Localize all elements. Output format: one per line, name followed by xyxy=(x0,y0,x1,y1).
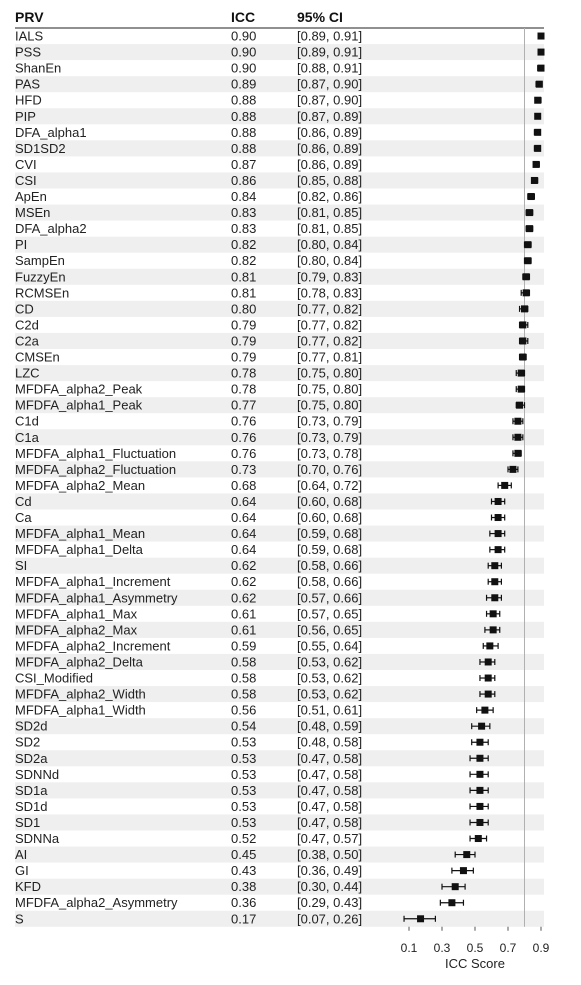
row-ci: [0.73, 0.78] xyxy=(297,445,363,461)
row-stripe xyxy=(15,172,544,188)
row-name: C2d xyxy=(15,317,39,333)
row-ci: [0.60, 0.68] xyxy=(297,510,363,526)
row-icc: 0.53 xyxy=(231,782,257,798)
row-ci: [0.59, 0.68] xyxy=(297,526,363,542)
icc-point xyxy=(531,177,538,184)
icc-point xyxy=(519,321,526,328)
row-icc: 0.17 xyxy=(231,911,257,927)
row-ci: [0.81, 0.85] xyxy=(297,205,363,221)
row-stripe xyxy=(15,237,544,253)
row-ci: [0.53, 0.62] xyxy=(297,670,363,686)
icc-point xyxy=(528,193,535,200)
row-icc: 0.88 xyxy=(231,140,257,156)
row-icc: 0.61 xyxy=(231,606,257,622)
row-ci: [0.77, 0.82] xyxy=(297,317,363,333)
row-name: PI xyxy=(15,237,28,253)
icc-point xyxy=(516,402,523,409)
row-icc: 0.58 xyxy=(231,686,257,702)
row-name: MFDFA_alpha2_Peak xyxy=(15,381,143,397)
row-ci: [0.89, 0.91] xyxy=(297,28,363,44)
row-stripe xyxy=(15,782,544,798)
icc-point xyxy=(417,915,424,922)
row-ci: [0.75, 0.80] xyxy=(297,365,363,381)
icc-point xyxy=(519,337,526,344)
icc-point xyxy=(536,81,543,88)
row-stripe xyxy=(15,814,544,830)
row-icc: 0.43 xyxy=(231,863,257,879)
row-icc: 0.83 xyxy=(231,221,257,237)
icc-point xyxy=(476,787,483,794)
row-name: FuzzyEn xyxy=(15,269,66,285)
row-icc: 0.77 xyxy=(231,397,257,413)
row-name: SDNNa xyxy=(15,831,60,847)
icc-point xyxy=(514,434,521,441)
row-ci: [0.53, 0.62] xyxy=(297,654,363,670)
icc-point xyxy=(486,642,493,649)
row-ci: [0.47, 0.58] xyxy=(297,814,363,830)
x-tick-label: 0.1 xyxy=(400,941,418,955)
row-ci: [0.57, 0.66] xyxy=(297,590,363,606)
row-icc: 0.81 xyxy=(231,285,257,301)
row-name: MFDFA_alpha2_Fluctuation xyxy=(15,461,177,477)
row-name: SDNNd xyxy=(15,766,60,782)
icc-point xyxy=(491,562,498,569)
x-tick-label: 0.3 xyxy=(433,941,451,955)
row-ci: [0.78, 0.83] xyxy=(297,285,363,301)
icc-point xyxy=(485,691,492,698)
row-name: MFDFA_alpha2_Mean xyxy=(15,477,146,493)
icc-point xyxy=(538,33,545,40)
row-name: SD1a xyxy=(15,782,48,798)
row-icc: 0.64 xyxy=(231,526,257,542)
row-name: PAS xyxy=(15,76,41,92)
row-ci: [0.30, 0.44] xyxy=(297,879,363,895)
row-name: MFDFA_alpha1_Max xyxy=(15,606,138,622)
row-name: MFDFA_alpha1_Delta xyxy=(15,542,143,558)
icc-point xyxy=(495,498,502,505)
icc-point xyxy=(501,482,508,489)
row-icc: 0.64 xyxy=(231,510,257,526)
row-name: C1d xyxy=(15,413,39,429)
row-name: C2a xyxy=(15,333,39,349)
row-ci: [0.60, 0.68] xyxy=(297,493,363,509)
row-ci: [0.73, 0.79] xyxy=(297,429,363,445)
header-prv: PRV xyxy=(15,9,44,25)
row-name: GI xyxy=(15,863,29,879)
icc-point xyxy=(523,273,530,280)
icc-point xyxy=(476,739,483,746)
row-stripe xyxy=(15,205,544,221)
row-ci: [0.29, 0.43] xyxy=(297,895,363,911)
row-icc: 0.53 xyxy=(231,798,257,814)
icc-point xyxy=(533,161,540,168)
row-icc: 0.88 xyxy=(231,124,257,140)
row-name: SD2d xyxy=(15,718,48,734)
header-icc: ICC xyxy=(231,9,256,25)
row-stripe xyxy=(15,301,544,317)
row-name: SampEn xyxy=(15,253,65,269)
row-name: KFD xyxy=(15,879,41,895)
row-icc: 0.56 xyxy=(231,702,257,718)
row-ci: [0.86, 0.89] xyxy=(297,124,363,140)
row-ci: [0.58, 0.66] xyxy=(297,574,363,590)
row-name: MFDFA_alpha2_Delta xyxy=(15,654,143,670)
icc-point xyxy=(448,899,455,906)
row-name: AI xyxy=(15,847,28,863)
row-name: MFDFA_alpha2_Asymmetry xyxy=(15,895,178,911)
icc-point xyxy=(534,145,541,152)
row-name: SD1SD2 xyxy=(15,140,66,156)
row-ci: [0.81, 0.85] xyxy=(297,221,363,237)
row-name: CVI xyxy=(15,156,37,172)
row-ci: [0.86, 0.89] xyxy=(297,140,363,156)
row-icc: 0.61 xyxy=(231,622,257,638)
row-stripe xyxy=(15,269,544,285)
icc-point xyxy=(463,851,470,858)
icc-point xyxy=(476,819,483,826)
row-icc: 0.59 xyxy=(231,638,257,654)
row-ci: [0.79, 0.83] xyxy=(297,269,363,285)
row-name: LZC xyxy=(15,365,40,381)
row-name: CMSEn xyxy=(15,349,60,365)
icc-point xyxy=(534,129,541,136)
row-ci: [0.36, 0.49] xyxy=(297,863,363,879)
row-name: PIP xyxy=(15,108,36,124)
icc-point xyxy=(475,835,482,842)
row-ci: [0.47, 0.58] xyxy=(297,782,363,798)
row-icc: 0.89 xyxy=(231,76,257,92)
row-ci: [0.77, 0.82] xyxy=(297,301,363,317)
row-icc: 0.76 xyxy=(231,413,257,429)
row-name: MFDFA_alpha2_Max xyxy=(15,622,138,638)
row-icc: 0.90 xyxy=(231,28,257,44)
row-ci: [0.64, 0.72] xyxy=(297,477,363,493)
row-name: MFDFA_alpha1_Mean xyxy=(15,526,146,542)
icc-point xyxy=(514,418,521,425)
row-name: ApEn xyxy=(15,189,47,205)
icc-point xyxy=(490,610,497,617)
icc-point xyxy=(514,450,521,457)
icc-point xyxy=(476,755,483,762)
row-icc: 0.88 xyxy=(231,108,257,124)
row-name: MFDFA_alpha1_Width xyxy=(15,702,146,718)
row-stripe xyxy=(15,333,544,349)
row-name: MFDFA_alpha1_Increment xyxy=(15,574,171,590)
row-name: MFDFA_alpha1_Peak xyxy=(15,397,143,413)
row-icc: 0.58 xyxy=(231,654,257,670)
x-tick-label: 0.5 xyxy=(466,941,484,955)
icc-point xyxy=(495,546,502,553)
row-name: DFA_alpha1 xyxy=(15,124,87,140)
row-ci: [0.85, 0.88] xyxy=(297,172,363,188)
icc-point xyxy=(524,241,531,248)
row-icc: 0.90 xyxy=(231,44,257,60)
icc-point xyxy=(485,675,492,682)
icc-point xyxy=(481,707,488,714)
row-icc: 0.79 xyxy=(231,349,257,365)
row-ci: [0.89, 0.91] xyxy=(297,44,363,60)
row-stripe xyxy=(15,108,544,124)
icc-point xyxy=(509,466,516,473)
icc-point xyxy=(485,658,492,665)
icc-point xyxy=(460,867,467,874)
row-stripe xyxy=(15,44,544,60)
row-icc: 0.36 xyxy=(231,895,257,911)
row-icc: 0.53 xyxy=(231,734,257,750)
row-icc: 0.78 xyxy=(231,365,257,381)
row-ci: [0.77, 0.81] xyxy=(297,349,363,365)
row-name: MSEn xyxy=(15,205,51,221)
row-ci: [0.47, 0.58] xyxy=(297,750,363,766)
row-ci: [0.53, 0.62] xyxy=(297,686,363,702)
x-tick-label: 0.7 xyxy=(499,941,517,955)
icc-point xyxy=(538,65,545,72)
icc-point xyxy=(452,883,459,890)
row-name: MFDFA_alpha1_Fluctuation xyxy=(15,445,177,461)
row-icc: 0.38 xyxy=(231,879,257,895)
row-icc: 0.79 xyxy=(231,333,257,349)
row-ci: [0.58, 0.66] xyxy=(297,558,363,574)
row-ci: [0.59, 0.68] xyxy=(297,542,363,558)
row-ci: [0.88, 0.91] xyxy=(297,60,363,76)
row-icc: 0.62 xyxy=(231,558,257,574)
row-stripe xyxy=(15,76,544,92)
row-ci: [0.77, 0.82] xyxy=(297,333,363,349)
row-ci: [0.82, 0.86] xyxy=(297,189,363,205)
icc-point xyxy=(534,113,541,120)
x-axis-label: ICC Score xyxy=(445,956,505,971)
icc-point xyxy=(519,354,526,361)
row-name: S xyxy=(15,911,24,927)
row-ci: [0.38, 0.50] xyxy=(297,847,363,863)
row-name: IALS xyxy=(15,28,44,44)
row-stripe xyxy=(15,911,544,927)
icc-point xyxy=(491,578,498,585)
row-icc: 0.73 xyxy=(231,461,257,477)
row-ci: [0.73, 0.79] xyxy=(297,413,363,429)
row-icc: 0.52 xyxy=(231,831,257,847)
row-icc: 0.87 xyxy=(231,156,257,172)
row-ci: [0.48, 0.59] xyxy=(297,718,363,734)
row-icc: 0.82 xyxy=(231,253,257,269)
row-stripe xyxy=(15,493,544,509)
row-name: SD1d xyxy=(15,798,48,814)
row-icc: 0.53 xyxy=(231,750,257,766)
row-name: RCMSEn xyxy=(15,285,70,301)
row-name: Cd xyxy=(15,493,32,509)
row-ci: [0.57, 0.65] xyxy=(297,606,363,622)
row-name: MFDFA_alpha1_Asymmetry xyxy=(15,590,178,606)
icc-point xyxy=(495,514,502,521)
row-icc: 0.58 xyxy=(231,670,257,686)
row-ci: [0.87, 0.90] xyxy=(297,92,363,108)
row-icc: 0.53 xyxy=(231,814,257,830)
row-name: Ca xyxy=(15,510,32,526)
icc-point xyxy=(495,530,502,537)
row-icc: 0.45 xyxy=(231,847,257,863)
icc-point xyxy=(478,723,485,730)
row-name: DFA_alpha2 xyxy=(15,221,87,237)
row-name: HFD xyxy=(15,92,42,108)
row-icc: 0.54 xyxy=(231,718,257,734)
row-name: CD xyxy=(15,301,34,317)
row-name: CSI xyxy=(15,172,37,188)
row-name: MFDFA_alpha2_Increment xyxy=(15,638,171,654)
row-name: CSI_Modified xyxy=(15,670,94,686)
row-icc: 0.88 xyxy=(231,92,257,108)
icc-point xyxy=(534,97,541,104)
icc-point xyxy=(518,386,525,393)
row-ci: [0.87, 0.90] xyxy=(297,76,363,92)
icc-point xyxy=(518,370,525,377)
row-ci: [0.56, 0.65] xyxy=(297,622,363,638)
row-icc: 0.80 xyxy=(231,301,257,317)
row-ci: [0.51, 0.61] xyxy=(297,702,363,718)
row-ci: [0.47, 0.58] xyxy=(297,798,363,814)
row-icc: 0.76 xyxy=(231,445,257,461)
row-stripe xyxy=(15,750,544,766)
icc-point xyxy=(476,803,483,810)
row-ci: [0.48, 0.58] xyxy=(297,734,363,750)
icc-point xyxy=(523,289,530,296)
row-ci: [0.86, 0.89] xyxy=(297,156,363,172)
row-ci: [0.47, 0.58] xyxy=(297,766,363,782)
row-icc: 0.84 xyxy=(231,189,257,205)
icc-point xyxy=(490,626,497,633)
icc-point xyxy=(521,305,528,312)
row-ci: [0.47, 0.57] xyxy=(297,831,363,847)
row-icc: 0.53 xyxy=(231,766,257,782)
row-name: C1a xyxy=(15,429,39,445)
row-name: SD1 xyxy=(15,814,41,830)
row-ci: [0.87, 0.89] xyxy=(297,108,363,124)
row-icc: 0.90 xyxy=(231,60,257,76)
row-name: SI xyxy=(15,558,28,574)
row-name: PSS xyxy=(15,44,42,60)
row-icc: 0.64 xyxy=(231,493,257,509)
icc-point xyxy=(526,209,533,216)
row-stripe xyxy=(15,558,544,574)
row-icc: 0.83 xyxy=(231,205,257,221)
row-ci: [0.07, 0.26] xyxy=(297,911,363,927)
icc-point xyxy=(538,49,545,56)
row-icc: 0.81 xyxy=(231,269,257,285)
header-ci: 95% CI xyxy=(297,9,343,25)
row-icc: 0.62 xyxy=(231,574,257,590)
row-ci: [0.55, 0.64] xyxy=(297,638,363,654)
row-stripe xyxy=(15,140,544,156)
row-name: SD2a xyxy=(15,750,48,766)
row-stripe xyxy=(15,718,544,734)
row-stripe xyxy=(15,429,544,445)
icc-point xyxy=(526,225,533,232)
row-icc: 0.68 xyxy=(231,477,257,493)
row-ci: [0.75, 0.80] xyxy=(297,397,363,413)
icc-point xyxy=(476,771,483,778)
row-name: SD2 xyxy=(15,734,41,750)
row-stripe xyxy=(15,365,544,381)
row-icc: 0.76 xyxy=(231,429,257,445)
row-ci: [0.70, 0.76] xyxy=(297,461,363,477)
row-ci: [0.80, 0.84] xyxy=(297,253,363,269)
row-ci: [0.75, 0.80] xyxy=(297,381,363,397)
icc-point xyxy=(491,594,498,601)
row-name: MFDFA_alpha2_Width xyxy=(15,686,146,702)
x-tick-label: 0.9 xyxy=(532,941,550,955)
row-name: ShanEn xyxy=(15,60,62,76)
row-icc: 0.79 xyxy=(231,317,257,333)
row-icc: 0.78 xyxy=(231,381,257,397)
row-icc: 0.86 xyxy=(231,172,257,188)
row-icc: 0.64 xyxy=(231,542,257,558)
icc-point xyxy=(524,257,531,264)
row-icc: 0.82 xyxy=(231,237,257,253)
row-icc: 0.62 xyxy=(231,590,257,606)
row-ci: [0.80, 0.84] xyxy=(297,237,363,253)
